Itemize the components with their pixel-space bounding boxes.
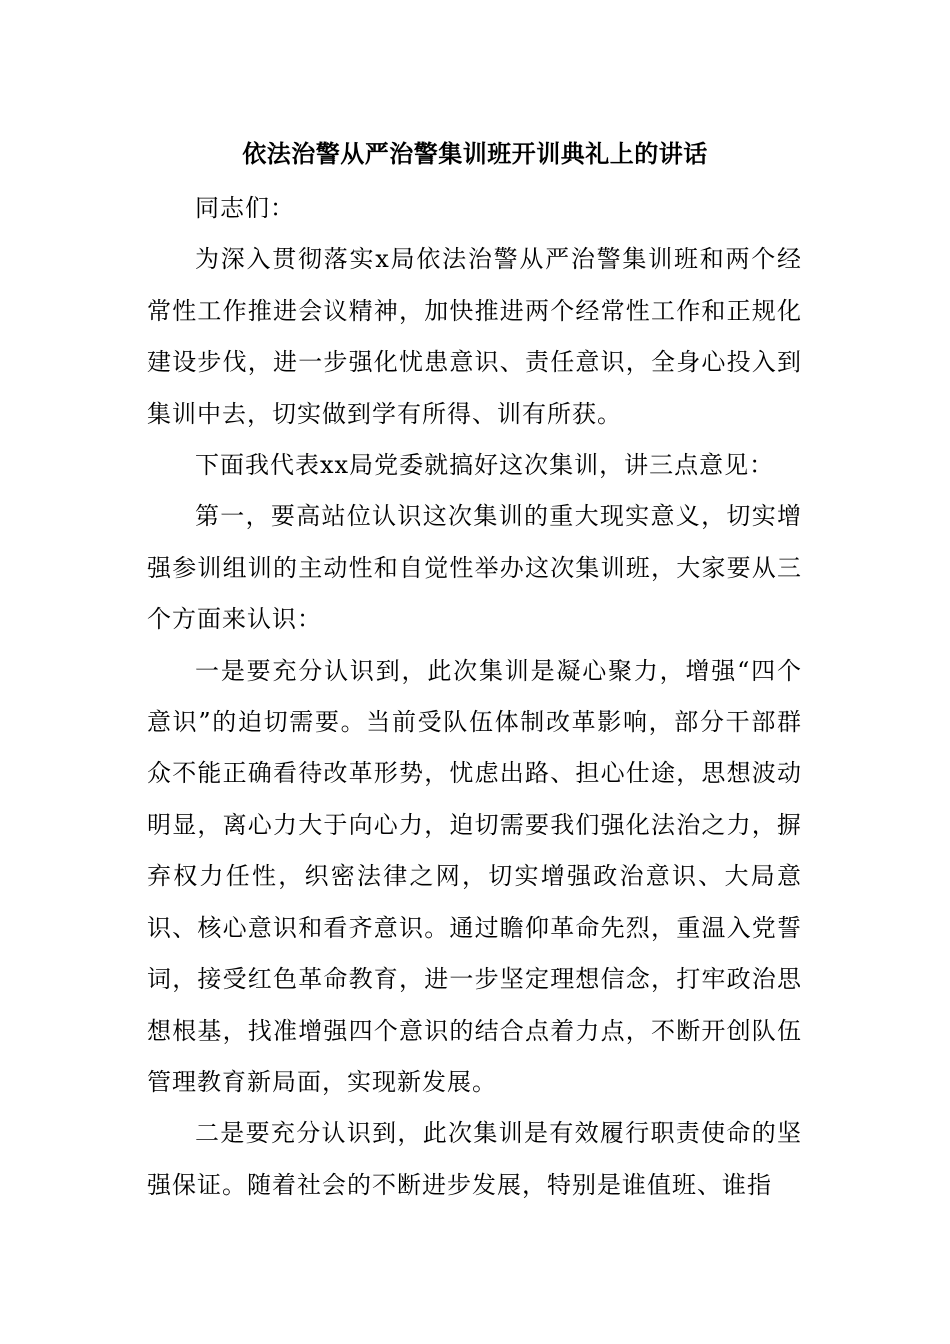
paragraph-salutation: 同志们： bbox=[195, 194, 295, 222]
paragraph-aspect-one: 一是要充分认识到，此次集训是凝心聚力，增强“四个意识”的迫切需要。当前受队伍体制改革影响，部分干部群众不能正确看待改革形势，忧虑出路、担心仕途，思想波动明显，离心力大于向心力，迫切需要我们强化法治之力，摒弃权力任性，织密法律之网，切实增强政治意识、大局意识、核心意识和看齐意识。通过瞻仰革命先烈，重温入党誓词，接受红色革命教育，进一步坚定理想信念，打牢政治思想根基，找准增强四个意识的结合点着力点，不断开创队伍管理教育新局面，实现新发展。 bbox=[147, 656, 802, 1096]
paragraph-aspect-two: 二是要充分认识到，此次集训是有效履行职责使命的坚强保证。随着社会的不断进步发展，特别是谁值班、谁指 bbox=[147, 1119, 802, 1199]
document-body bbox=[147, 183, 802, 1211]
paragraph-first-point: 第一，要高站位认识这次集训的重大现实意义，切实增强参训组训的主动性和自觉性举办这次集训班，大家要从三个方面来认识： bbox=[147, 502, 802, 634]
paragraph-three-points: 下面我代表xx局党委就搞好这次集训，讲三点意见： bbox=[195, 451, 775, 480]
document-title: 依法治警从严治警集训班开训典礼上的讲话 bbox=[242, 140, 708, 168]
paragraph-intro: 为深入贯彻落实x局依法治警从严治警集训班和两个经常性工作推进会议精神，加快推进两个经常性工作和正规化建设步伐，进一步强化忧患意识、责任意识，全身心投入到集训中去，切实做到学有所得、训有所获。 bbox=[147, 245, 802, 428]
